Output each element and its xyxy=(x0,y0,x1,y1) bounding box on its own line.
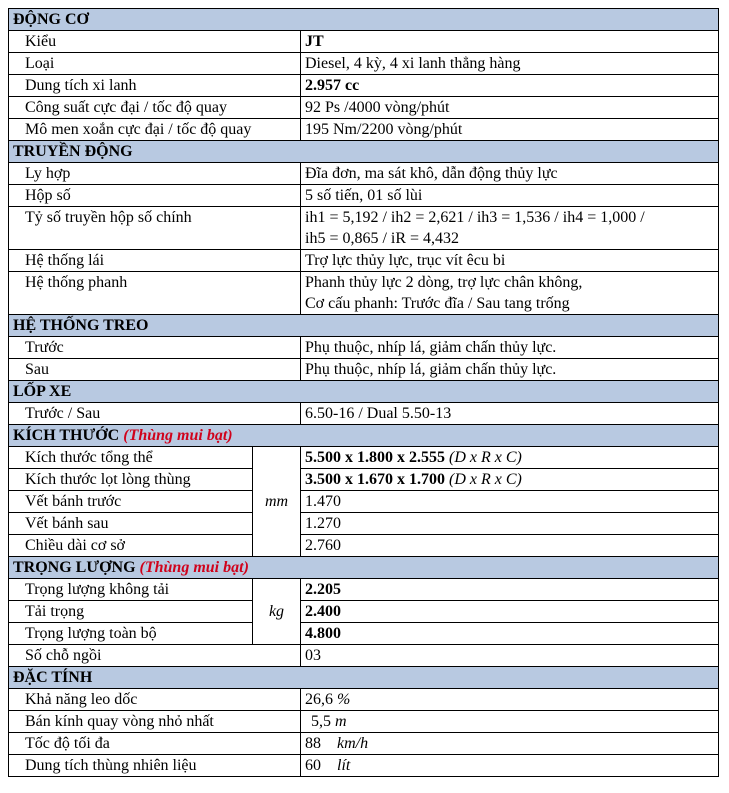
table-row xyxy=(9,337,719,359)
row-value: 2.205 xyxy=(301,579,719,601)
table-row xyxy=(9,75,719,97)
section-suspension xyxy=(9,315,719,337)
row-label: Trước / Sau xyxy=(9,403,301,425)
row-label: Kích thước lọt lòng thùng xyxy=(9,469,253,491)
value-line: Phanh thủy lực 2 dòng, trợ lực chân không, xyxy=(305,274,583,291)
section-title-weight xyxy=(9,557,719,579)
section-note: (Thùng mui bạt) xyxy=(123,427,233,444)
row-value xyxy=(301,207,719,250)
row-value xyxy=(301,711,719,733)
row-label: Kích thước tổng thể xyxy=(9,447,253,469)
row-label: Hộp số xyxy=(9,185,301,207)
section-title-dimensions xyxy=(9,425,719,447)
table-row xyxy=(9,97,719,119)
section-title-tires: LỐP XE xyxy=(9,381,719,403)
section-title-characteristics: ĐẶC TÍNH xyxy=(9,667,719,689)
value-unit: lít xyxy=(337,757,351,774)
row-label: Hệ thống lái xyxy=(9,250,301,272)
spec-sheet xyxy=(8,8,718,777)
row-value xyxy=(301,689,719,711)
section-weight xyxy=(9,557,719,579)
table-row xyxy=(9,711,719,733)
table-row xyxy=(9,601,719,623)
row-value: 195 Nm/2200 vòng/phút xyxy=(301,119,719,141)
row-label: Vết bánh sau xyxy=(9,513,253,535)
row-label: Sau xyxy=(9,359,301,381)
section-dimensions xyxy=(9,425,719,447)
value-unit: % xyxy=(337,691,351,708)
unit-cell: kg xyxy=(253,579,301,645)
table-row xyxy=(9,513,719,535)
row-value: Trợ lực thủy lực, trục vít êcu bi xyxy=(301,250,719,272)
row-label: Dung tích thùng nhiên liệu xyxy=(9,755,301,777)
section-engine xyxy=(9,9,719,31)
row-value: 1.270 xyxy=(301,513,719,535)
row-value: Phụ thuộc, nhíp lá, giảm chấn thủy lực. xyxy=(301,337,719,359)
row-value xyxy=(301,272,719,315)
row-value: Phụ thuộc, nhíp lá, giảm chấn thủy lực. xyxy=(301,359,719,381)
value-unit: m xyxy=(335,713,347,730)
table-row xyxy=(9,185,719,207)
row-value: Đĩa đơn, ma sát khô, dẫn động thủy lực xyxy=(301,163,719,185)
table-row xyxy=(9,53,719,75)
row-label: Hệ thống phanh xyxy=(9,272,301,315)
section-title-text: TRỌNG LƯỢNG xyxy=(13,559,136,576)
section-note: (Thùng mui bạt) xyxy=(139,559,249,576)
row-value: 4.800 xyxy=(301,623,719,645)
row-value: 2.760 xyxy=(301,535,719,557)
row-value xyxy=(301,733,719,755)
table-row xyxy=(9,359,719,381)
table-row xyxy=(9,733,719,755)
section-title-suspension: HỆ THỐNG TREO xyxy=(9,315,719,337)
row-value: 2.957 cc xyxy=(301,75,719,97)
table-row xyxy=(9,623,719,645)
row-label: Bán kính quay vòng nhỏ nhất xyxy=(9,711,301,733)
row-label: Trọng lượng không tải xyxy=(9,579,253,601)
row-value: 1.470 xyxy=(301,491,719,513)
row-label: Kiểu xyxy=(9,31,301,53)
unit-cell: mm xyxy=(253,447,301,557)
table-row xyxy=(9,755,719,777)
row-value: Diesel, 4 kỳ, 4 xi lanh thẳng hàng xyxy=(301,53,719,75)
table-row xyxy=(9,403,719,425)
row-label: Mô men xoắn cực đại / tốc độ quay xyxy=(9,119,301,141)
value-suffix: (D x R x C) xyxy=(449,449,522,466)
value-line: Cơ cấu phanh: Trước đĩa / Sau tang trống xyxy=(305,295,570,312)
section-tires xyxy=(9,381,719,403)
table-row xyxy=(9,163,719,185)
row-value xyxy=(301,755,719,777)
row-label: Loại xyxy=(9,53,301,75)
value-number: 3.500 x 1.670 x 1.700 xyxy=(305,471,445,488)
row-label: Khả năng leo dốc xyxy=(9,689,301,711)
table-row xyxy=(9,469,719,491)
value-unit: km/h xyxy=(337,735,369,752)
row-value: 03 xyxy=(301,645,719,667)
table-row xyxy=(9,31,719,53)
row-value: 2.400 xyxy=(301,601,719,623)
table-row xyxy=(9,447,719,469)
value-number: 5,5 xyxy=(311,713,331,730)
row-value: JT xyxy=(301,31,719,53)
value-number: 60 xyxy=(305,757,321,774)
row-label: Số chỗ ngồi xyxy=(9,645,301,667)
table-row xyxy=(9,689,719,711)
section-transmission xyxy=(9,141,719,163)
row-label: Dung tích xi lanh xyxy=(9,75,301,97)
section-characteristics xyxy=(9,667,719,689)
value-number: 5.500 x 1.800 x 2.555 xyxy=(305,449,445,466)
row-label: Trọng lượng toàn bộ xyxy=(9,623,253,645)
table-row xyxy=(9,535,719,557)
row-label: Công suất cực đại / tốc độ quay xyxy=(9,97,301,119)
row-label: Vết bánh trước xyxy=(9,491,253,513)
section-title-text: KÍCH THƯỚC xyxy=(13,427,120,444)
table-row xyxy=(9,491,719,513)
value-line: ih5 = 0,865 / iR = 4,432 xyxy=(305,230,460,247)
row-value: 6.50-16 / Dual 5.50-13 xyxy=(301,403,719,425)
section-title-transmission: TRUYỀN ĐỘNG xyxy=(9,141,719,163)
row-label: Tốc độ tối đa xyxy=(9,733,301,755)
row-label: Ly hợp xyxy=(9,163,301,185)
table-row xyxy=(9,207,719,250)
row-value: 92 Ps /4000 vòng/phút xyxy=(301,97,719,119)
value-suffix: (D x R x C) xyxy=(449,471,522,488)
row-label: Tải trọng xyxy=(9,601,253,623)
table-row xyxy=(9,119,719,141)
value-number: 88 xyxy=(305,735,321,752)
row-value xyxy=(301,469,719,491)
spec-table xyxy=(8,8,719,777)
row-value: 5 số tiến, 01 số lùi xyxy=(301,185,719,207)
table-row xyxy=(9,645,719,667)
value-line: ih1 = 5,192 / ih2 = 2,621 / ih3 = 1,536 / ih4 = 1,000 / xyxy=(305,209,645,226)
row-value xyxy=(301,447,719,469)
table-row xyxy=(9,272,719,315)
table-row xyxy=(9,250,719,272)
row-label: Chiều dài cơ sở xyxy=(9,535,253,557)
table-row xyxy=(9,579,719,601)
row-label: Trước xyxy=(9,337,301,359)
value-number: 26,6 xyxy=(305,691,333,708)
row-label: Tỷ số truyền hộp số chính xyxy=(9,207,301,250)
section-title-engine: ĐỘNG CƠ xyxy=(9,9,719,31)
